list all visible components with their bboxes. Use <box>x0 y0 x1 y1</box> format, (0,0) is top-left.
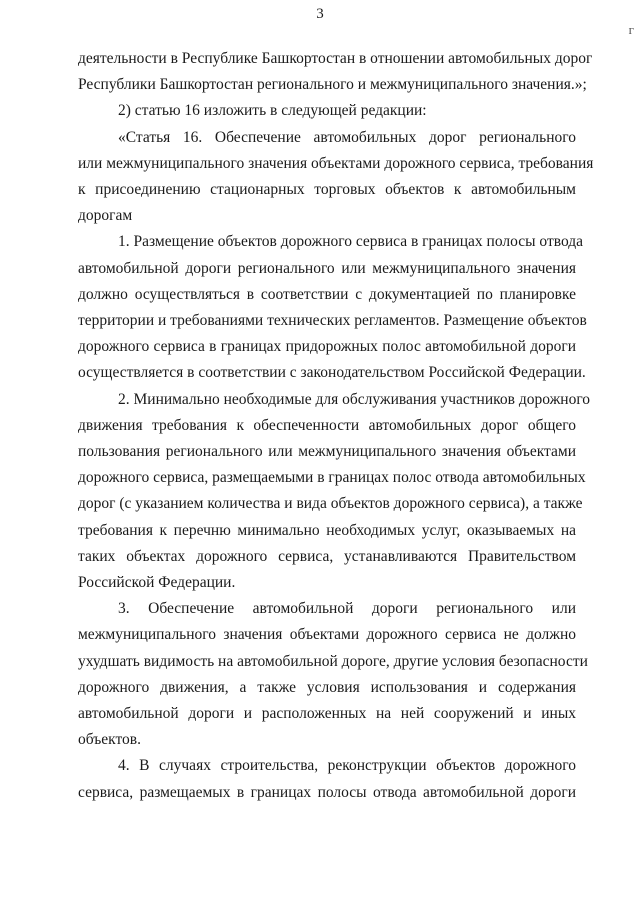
document-body <box>78 46 594 806</box>
text-line: осуществляется в соответствии с законодательством Российской Федерации. <box>78 364 586 382</box>
text-line: требования к перечню минимально необходимых услуг, оказываемых на <box>78 521 576 539</box>
text-line: 2) статью 16 изложить в следующей редакции: <box>118 102 427 120</box>
text-line: 3. Обеспечение автомобильной дороги регионального или <box>118 600 576 618</box>
text-line: территории и требованиями технических регламентов. Размещение объектов <box>78 312 587 330</box>
text-line: объектов. <box>78 731 141 749</box>
text-line: ухудшать видимость на автомобильной дороге, другие условия безопасности <box>78 652 588 670</box>
text-line: пользования регионального или межмуниципального значения объектами <box>78 443 576 461</box>
text-line: дорожного движения, а также условия использования и содержания <box>78 678 576 696</box>
text-line: деятельности в Республике Башкортостан в отношении автомобильных дорог <box>78 50 593 67</box>
text-line: автомобильной дороги и расположенных на ней сооружений и иных <box>78 705 576 723</box>
text-line: 4. В случаях строительства, реконструкции объектов дорожного <box>118 757 576 775</box>
text-line: сервиса, размещаемых в границах полосы отвода автомобильной дороги <box>78 783 576 801</box>
text-line: 1. Размещение объектов дорожного сервиса в границах полосы отвода <box>118 233 584 251</box>
text-line: дорог (с указанием количества и вида объектов дорожного сервиса), а также <box>78 495 583 513</box>
text-line: «Статья 16. Обеспечение автомобильных дорог регионального <box>118 128 576 146</box>
text-line: дорожного сервиса, размещаемыми в границах полос отвода автомобильных <box>78 469 586 487</box>
text-line: автомобильной дороги регионального или межмуниципального значения <box>78 259 576 277</box>
text-line: Российской Федерации. <box>78 574 236 592</box>
text-line: или межмуниципального значения объектами дорожного сервиса, требования <box>78 154 594 172</box>
text-line: 2. Минимально необходимые для обслуживания участников дорожного <box>118 390 591 408</box>
edge-mark: г <box>628 22 634 37</box>
text-line: межмуниципального значения объектами дорожного сервиса не должно <box>78 626 576 644</box>
text-line: движения требования к обеспеченности автомобильных дорог общего <box>78 416 576 434</box>
text-line: к присоединению стационарных торговых объектов к автомобильным <box>78 181 576 199</box>
text-line: дорогам <box>78 207 133 225</box>
text-line: должно осуществляться в соответствии с документацией по планировке <box>78 285 576 303</box>
text-line: дорожного сервиса в границах придорожных полос автомобильной дороги <box>78 338 576 356</box>
text-line: таких объектах дорожного сервиса, устанавливаются Правительством <box>78 547 576 565</box>
page-number: 3 <box>316 6 324 22</box>
text-line: Республики Башкортостан регионального и межмуниципального значения.»; <box>78 76 587 94</box>
